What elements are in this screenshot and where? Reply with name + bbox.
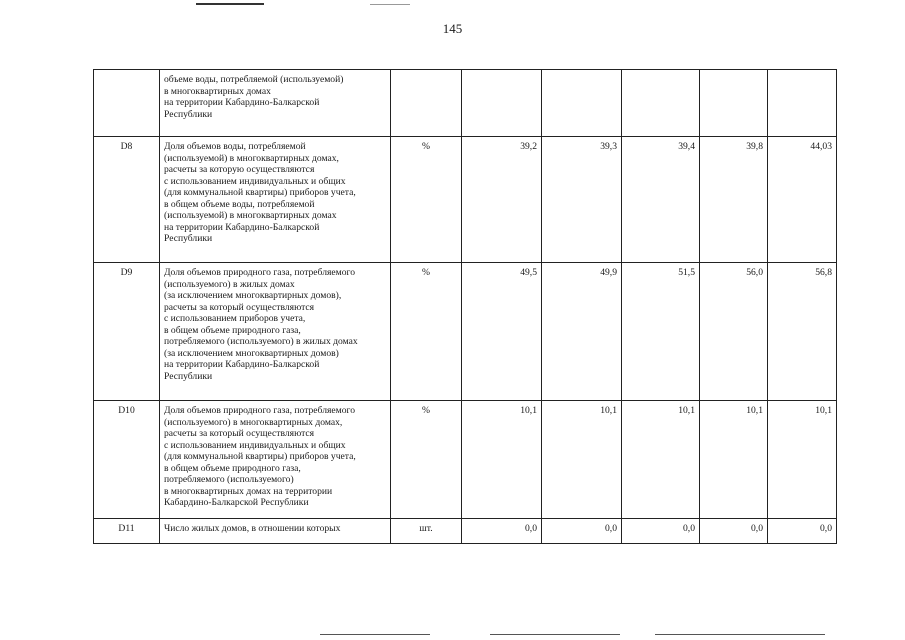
description-line: в многоквартирных домах на территории [164, 485, 333, 497]
description-line: с использованием индивидуальных и общих [164, 175, 346, 187]
row-unit: % [391, 137, 462, 263]
table-row [94, 137, 837, 263]
row-code: D10 [94, 401, 160, 519]
description-line: в общем объеме природного газа, [164, 462, 301, 474]
row-value: 39,2 [462, 137, 542, 263]
description-line: потребляемого (используемого) [164, 474, 294, 485]
description-line: расчеты за который осуществляются [164, 301, 315, 313]
description-line: с использованием индивидуальных и общих [164, 439, 346, 451]
row-value: 56,0 [700, 263, 768, 401]
row-code [94, 70, 160, 137]
row-description [160, 519, 391, 544]
row-value: 0,0 [462, 519, 542, 544]
description-line: Доля объемов природного газа, потребляемого [164, 405, 356, 416]
description-line: потребляемого (используемого) в жилых домах [164, 336, 358, 347]
description-line: на территории Кабардино-Балкарской [164, 221, 320, 233]
description-line: Число жилых домов, в отношении которых [164, 523, 341, 534]
row-value: 39,4 [622, 137, 700, 263]
row-description [160, 263, 391, 401]
description-line: (для коммунальной квартиры) приборов учета, [164, 451, 356, 462]
description-line: (за исключением многоквартирных домов) [164, 347, 339, 359]
row-value: 49,5 [462, 263, 542, 401]
description-line: с использованием приборов учета, [164, 313, 306, 324]
row-value [768, 70, 837, 137]
description-line: Республики [164, 108, 213, 120]
row-unit: шт. [391, 519, 462, 544]
row-value: 39,3 [542, 137, 622, 263]
description-line: объеме воды, потребляемой (используемой) [164, 74, 344, 85]
table-row [94, 70, 837, 137]
description-line: (для коммунальной квартиры) приборов учета, [164, 187, 356, 198]
description-line: Доля объемов воды, потребляемой [164, 141, 306, 152]
description-line: Республики [164, 233, 213, 244]
table-row [94, 263, 837, 401]
description-line: в общем объеме воды, потребляемой [164, 198, 315, 210]
indicators-table [93, 69, 837, 544]
description-line: в многоквартирных домах [164, 85, 271, 97]
description-line: (используемой) в многоквартирных домах [164, 210, 337, 221]
row-value: 0,0 [700, 519, 768, 544]
description-line: на территории Кабардино-Балкарской [164, 359, 320, 370]
row-value: 51,5 [622, 263, 700, 401]
row-value: 49,9 [542, 263, 622, 401]
description-line: расчеты за которую осуществляются [164, 164, 315, 175]
row-unit: % [391, 401, 462, 519]
row-value: 10,1 [622, 401, 700, 519]
row-code: D9 [94, 263, 160, 401]
row-value: 10,1 [542, 401, 622, 519]
row-description [160, 137, 391, 263]
description-line: Доля объемов природного газа, потребляемого [164, 267, 356, 278]
scan-artifact [655, 634, 825, 635]
row-value [622, 70, 700, 137]
scan-artifact [370, 4, 410, 5]
row-code: D8 [94, 137, 160, 263]
row-value: 10,1 [700, 401, 768, 519]
description-line: на территории Кабардино-Балкарской [164, 97, 320, 108]
row-unit [391, 70, 462, 137]
scan-artifact [196, 3, 264, 5]
description-line: (используемого) в жилых домах [164, 278, 295, 290]
description-line: Кабардино-Балкарской Республики [164, 497, 309, 508]
description-line: (за исключением многоквартирных домов), [164, 290, 342, 301]
row-description [160, 401, 391, 519]
description-line: в общем объеме природного газа, [164, 324, 301, 336]
scan-artifact [490, 634, 620, 635]
row-value: 0,0 [542, 519, 622, 544]
row-value: 44,03 [768, 137, 837, 263]
page-number: 145 [442, 21, 463, 36]
scan-artifact [320, 634, 430, 635]
row-code: D11 [94, 519, 160, 544]
description-line: расчеты за который осуществляются [164, 428, 315, 439]
row-value [462, 70, 542, 137]
row-value: 0,0 [768, 519, 837, 544]
row-value: 10,1 [462, 401, 542, 519]
row-value [542, 70, 622, 137]
row-value: 56,8 [768, 263, 837, 401]
table-row [94, 401, 837, 519]
description-line: Республики [164, 370, 213, 382]
row-value: 39,8 [700, 137, 768, 263]
row-unit: % [391, 263, 462, 401]
table-row [94, 519, 837, 544]
row-value: 10,1 [768, 401, 837, 519]
row-value: 0,0 [622, 519, 700, 544]
description-line: (используемой) в многоквартирных домах, [164, 152, 339, 164]
row-description [160, 70, 391, 137]
row-value [700, 70, 768, 137]
description-line: (используемого) в многоквартирных домах, [164, 416, 343, 428]
